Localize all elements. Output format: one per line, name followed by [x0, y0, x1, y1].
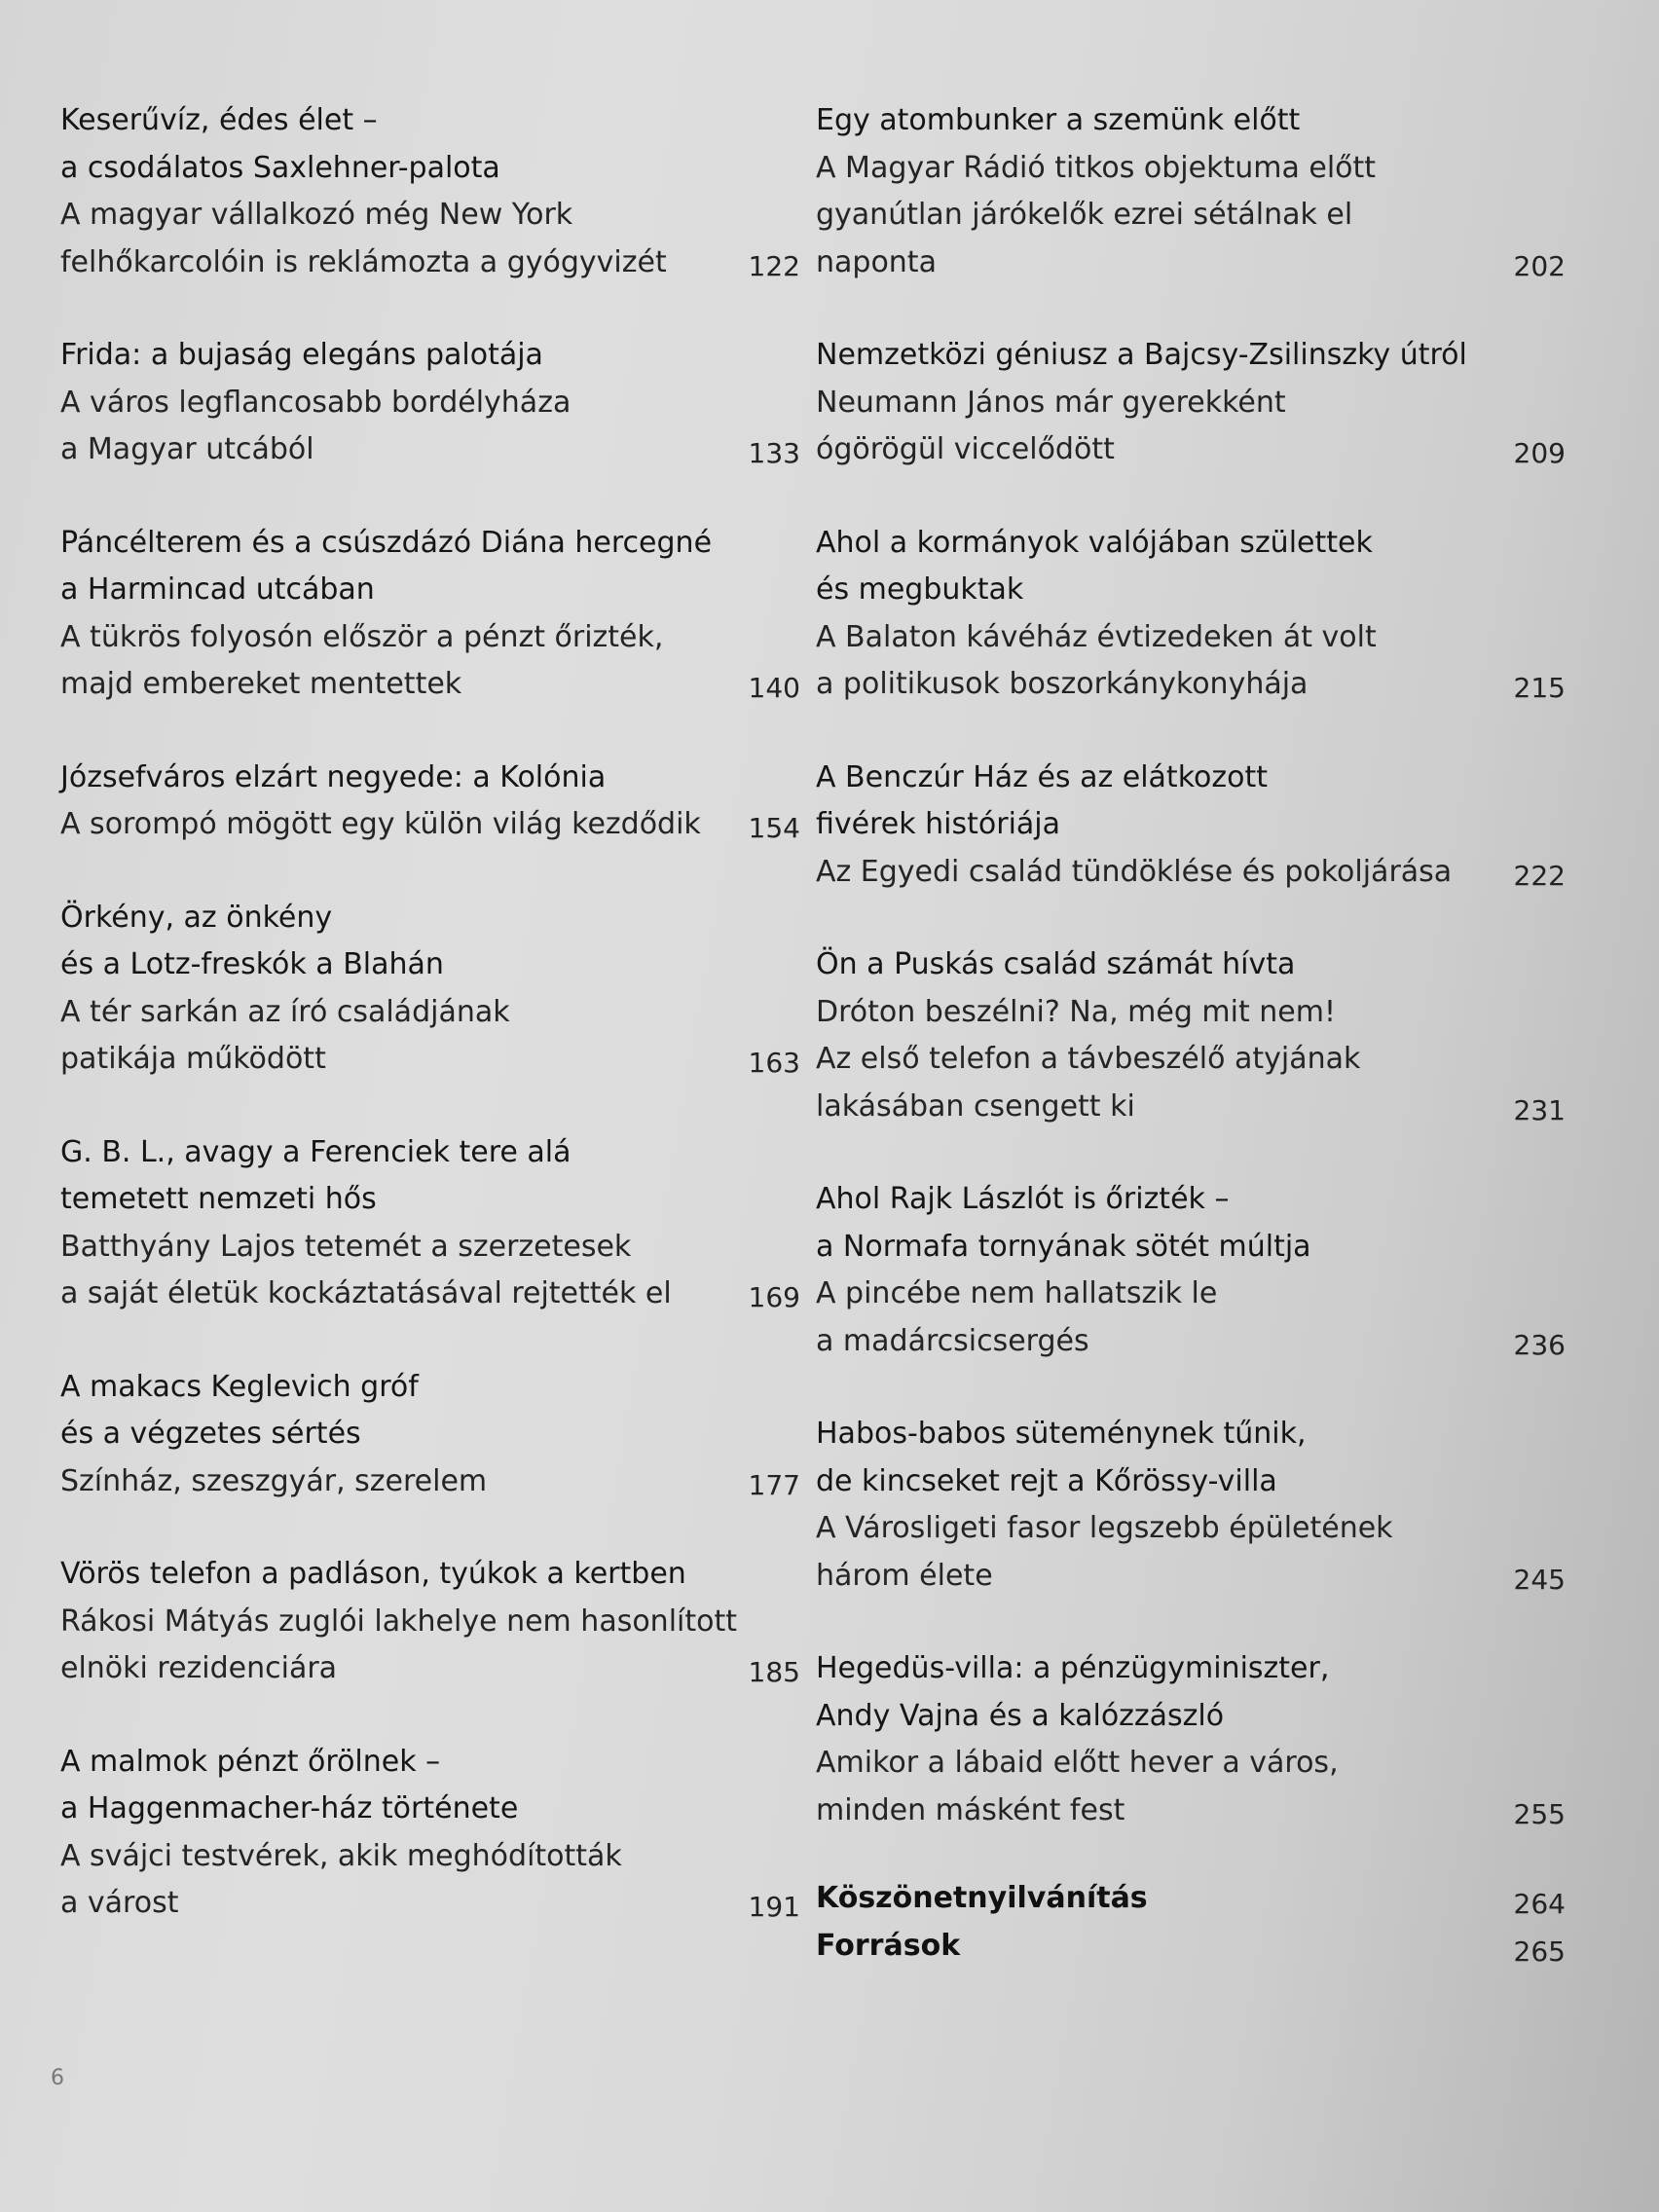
- toc-title-line: Egy atombunker a szemünk előtt: [816, 103, 1301, 137]
- toc-subtitle-line: felhőkarcolóin is reklámozta a gyógyvizét: [60, 244, 667, 279]
- toc-title-line: de kincseket rejt a Kőrössy-villa: [816, 1463, 1277, 1498]
- toc-title-line: G. B. L., avagy a Ferenciek tere alá: [60, 1134, 571, 1169]
- toc-entry-title: [60, 895, 800, 989]
- toc-entry-subtitle: [60, 989, 800, 1084]
- toc-subtitle-line: naponta: [816, 244, 937, 279]
- toc-page-number: 215: [1513, 672, 1566, 704]
- toc-title-line: Ön a Puskás család számát hívta: [816, 947, 1296, 981]
- toc-page-number: 140: [748, 672, 800, 704]
- toc-subtitle-line: Az első telefon a távbeszélő atyjának: [816, 1042, 1361, 1076]
- toc-page-number: 222: [1513, 859, 1566, 892]
- toc-entry: [60, 895, 800, 1084]
- toc-entry: [816, 1411, 1566, 1600]
- toc-entry: [60, 1129, 800, 1318]
- toc-title-line: Andy Vajna és a kalózzászló: [816, 1698, 1225, 1733]
- toc-subtitle-line: A tér sarkán az író családjának: [60, 994, 510, 1029]
- toc-title-line: a Normafa tornyának sötét múltja: [816, 1229, 1311, 1264]
- toc-page-number: 177: [748, 1468, 800, 1501]
- toc-entry-title: [816, 755, 1566, 849]
- toc-subtitle-line: a Magyar utcából: [60, 432, 314, 466]
- toc-right-column: [816, 97, 1566, 1970]
- toc-entry-title: [816, 1411, 1566, 1505]
- toc-entry-subtitle: [60, 614, 800, 709]
- toc-page-number: 122: [748, 249, 800, 282]
- toc-title-line: a csodálatos Saxlehner-palota: [60, 150, 500, 185]
- toc-entry-title: [60, 1739, 800, 1833]
- toc-subtitle-line: Rákosi Mátyás zuglói lakhelye nem hasonlított: [60, 1604, 738, 1639]
- toc-subtitle-line: Az Egyedi család tündöklése és pokoljárása: [816, 854, 1453, 889]
- toc-entry-subtitle: [60, 801, 800, 849]
- toc-page-number: 133: [748, 437, 800, 469]
- toc-entry-title: [60, 1551, 800, 1599]
- toc-page-number: 265: [1513, 1935, 1566, 1968]
- toc-subtitle-line: A svájci testvérek, akik meghódították: [60, 1838, 622, 1873]
- toc-subtitle-line: A sorompó mögött egy külön világ kezdődik: [60, 807, 701, 841]
- toc-subtitle-line: A magyar vállalkozó még New York: [60, 198, 573, 232]
- toc-title-line: A malmok pénzt őrölnek –: [60, 1744, 441, 1779]
- toc-entry: [816, 1645, 1566, 1834]
- toc-subtitle-line: A Magyar Rádió titkos objektuma előtt: [816, 150, 1377, 185]
- toc-subtitle-line: elnöki rezidenciára: [60, 1651, 338, 1685]
- toc-entry: [60, 1739, 800, 1928]
- toc-entry-title: [60, 1364, 800, 1458]
- toc-page-number: 209: [1513, 437, 1566, 469]
- toc-entry: [60, 755, 800, 849]
- toc-back-matter-label: Köszönetnyilvánítás: [816, 1881, 1148, 1915]
- toc-entry-title: [60, 1129, 800, 1224]
- toc-subtitle-line: Dróton beszélni? Na, még mit nem!: [816, 994, 1337, 1029]
- toc-subtitle-line: Színház, szeszgyár, szerelem: [60, 1463, 488, 1498]
- toc-title-line: Józsefváros elzárt negyede: a Kolónia: [60, 759, 607, 794]
- toc-back-matter-row: [816, 1923, 1566, 1971]
- toc-title-line: a Haggenmacher-ház története: [60, 1791, 519, 1825]
- toc-page-number: 191: [748, 1891, 800, 1923]
- toc-entry-subtitle: [816, 1271, 1566, 1365]
- toc-entry-subtitle: [60, 1599, 800, 1693]
- toc-title-line: Ahol Rajk Lászlót is őrizték –: [816, 1182, 1230, 1216]
- toc-back-matter: [816, 1875, 1566, 1970]
- toc-subtitle-line: A Városligeti fasor legszebb épületének: [816, 1511, 1393, 1545]
- toc-entry-title: [816, 941, 1566, 989]
- toc-entry-subtitle: [816, 1740, 1566, 1834]
- toc-title-line: A makacs Keglevich gróf: [60, 1369, 419, 1404]
- toc-subtitle-line: ógörögül viccelődött: [816, 432, 1115, 466]
- toc-entry-title: [816, 332, 1566, 380]
- toc-subtitle-line: patikája működött: [60, 1042, 326, 1076]
- toc-entry: [60, 97, 800, 286]
- toc-entry-title: [816, 97, 1566, 145]
- toc-entry: [60, 332, 800, 474]
- toc-title-line: és megbuktak: [816, 572, 1024, 607]
- toc-page-number: 169: [748, 1281, 800, 1313]
- page-folio: 6: [51, 2066, 64, 2090]
- toc-subtitle-line: A tükrös folyosón először a pénzt őrizték,: [60, 619, 664, 654]
- toc-entry-subtitle: [60, 380, 800, 474]
- toc-subtitle-line: A pincébe nem hallatszik le: [816, 1276, 1218, 1310]
- toc-title-line: Hegedüs-villa: a pénzügyminiszter,: [816, 1651, 1330, 1685]
- toc-page-number: 163: [748, 1047, 800, 1079]
- toc-title-line: Vörös telefon a padláson, tyúkok a kertben: [60, 1557, 686, 1591]
- toc-subtitle-line: három élete: [816, 1558, 993, 1593]
- toc-title-line: Habos-babos süteménynek tűnik,: [816, 1417, 1307, 1451]
- toc-entry: [816, 941, 1566, 1130]
- toc-entry-subtitle: [816, 1505, 1566, 1600]
- toc-entry: [816, 520, 1566, 709]
- toc-subtitle-line: a politikusok boszorkánykonyhája: [816, 667, 1309, 701]
- toc-entry: [60, 1551, 800, 1693]
- toc-entry-subtitle: [60, 192, 800, 286]
- toc-title-line: Páncélterem és a csúszdázó Diána hercegné: [60, 525, 713, 560]
- toc-left-column: [60, 97, 800, 1928]
- toc-subtitle-line: A Balaton kávéház évtizedeken át volt: [816, 619, 1377, 654]
- toc-page-number: 245: [1513, 1563, 1566, 1596]
- toc-entry-title: [60, 755, 800, 802]
- toc-title-line: temetett nemzeti hős: [60, 1182, 377, 1216]
- toc-entry-title: [816, 1176, 1566, 1271]
- toc-page-number: 255: [1513, 1797, 1566, 1830]
- toc-entry-title: [816, 1645, 1566, 1740]
- toc-subtitle-line: a saját életük kockáztatásával rejtették el: [60, 1276, 672, 1310]
- toc-entry: [60, 1364, 800, 1506]
- toc-subtitle-line: minden másként fest: [816, 1792, 1125, 1827]
- toc-page-number: 154: [748, 812, 800, 844]
- toc-back-matter-row: [816, 1875, 1566, 1923]
- toc-subtitle-line: lakásában csengett ki: [816, 1088, 1135, 1124]
- toc-page-number: 264: [1513, 1888, 1566, 1920]
- toc-entry-subtitle: [816, 989, 1566, 1131]
- toc-entry-title: [60, 520, 800, 614]
- toc-entry-subtitle: [60, 1833, 800, 1928]
- toc-page-number: 231: [1513, 1093, 1566, 1126]
- toc-subtitle-line: Neumann János már gyerekként: [816, 385, 1286, 420]
- toc-back-matter-label: Források: [816, 1928, 961, 1963]
- toc-title-line: és a végzetes sértés: [60, 1417, 361, 1451]
- toc-entry-subtitle: [816, 380, 1566, 474]
- toc-entry-subtitle: [816, 849, 1566, 897]
- toc-entry: [816, 332, 1566, 474]
- toc-subtitle-line: Batthyány Lajos tetemét a szerzetesek: [60, 1229, 632, 1264]
- toc-page-number: 202: [1513, 249, 1566, 282]
- toc-page-number: 236: [1513, 1328, 1566, 1361]
- toc-page-number: 185: [748, 1656, 800, 1688]
- toc-subtitle-line: a várost: [60, 1886, 179, 1920]
- toc-entry-title: [816, 520, 1566, 614]
- toc-title-line: Örkény, az önkény: [60, 900, 333, 935]
- toc-entry: [816, 755, 1566, 897]
- toc-entry: [816, 97, 1566, 286]
- toc-subtitle-line: gyanútlan járókelők ezrei sétálnak el: [816, 198, 1353, 232]
- toc-title-line: A Benczúr Ház és az elátkozott: [816, 759, 1268, 794]
- toc-title-line: Ahol a kormányok valójában születtek: [816, 525, 1373, 560]
- toc-entry-title: [60, 332, 800, 380]
- toc-title-line: Frida: a bujaság elegáns palotája: [60, 338, 543, 372]
- toc-entry-title: [60, 97, 800, 192]
- toc-title-line: és a Lotz-freskók a Blahán: [60, 947, 444, 981]
- toc-entry-subtitle: [816, 145, 1566, 287]
- toc-entry-subtitle: [60, 1224, 800, 1318]
- toc-entry-subtitle: [816, 614, 1566, 709]
- toc-subtitle-line: Amikor a lábaid előtt hever a város,: [816, 1746, 1339, 1780]
- toc-entry-subtitle: [60, 1458, 800, 1506]
- toc-title-line: Keserűvíz, édes élet –: [60, 103, 378, 137]
- toc-entry: [60, 520, 800, 709]
- toc-subtitle-line: A város legflancosabb bordélyháza: [60, 385, 571, 420]
- toc-title-line: a Harmincad utcában: [60, 572, 375, 607]
- toc-subtitle-line: a madárcsicsergés: [816, 1323, 1089, 1358]
- toc-entry: [816, 1176, 1566, 1365]
- toc-title-line: Nemzetközi géniusz a Bajcsy-Zsilinszky útról: [816, 338, 1467, 372]
- toc-title-line: fivérek históriája: [816, 807, 1061, 841]
- toc-subtitle-line: majd embereket mentettek: [60, 667, 462, 701]
